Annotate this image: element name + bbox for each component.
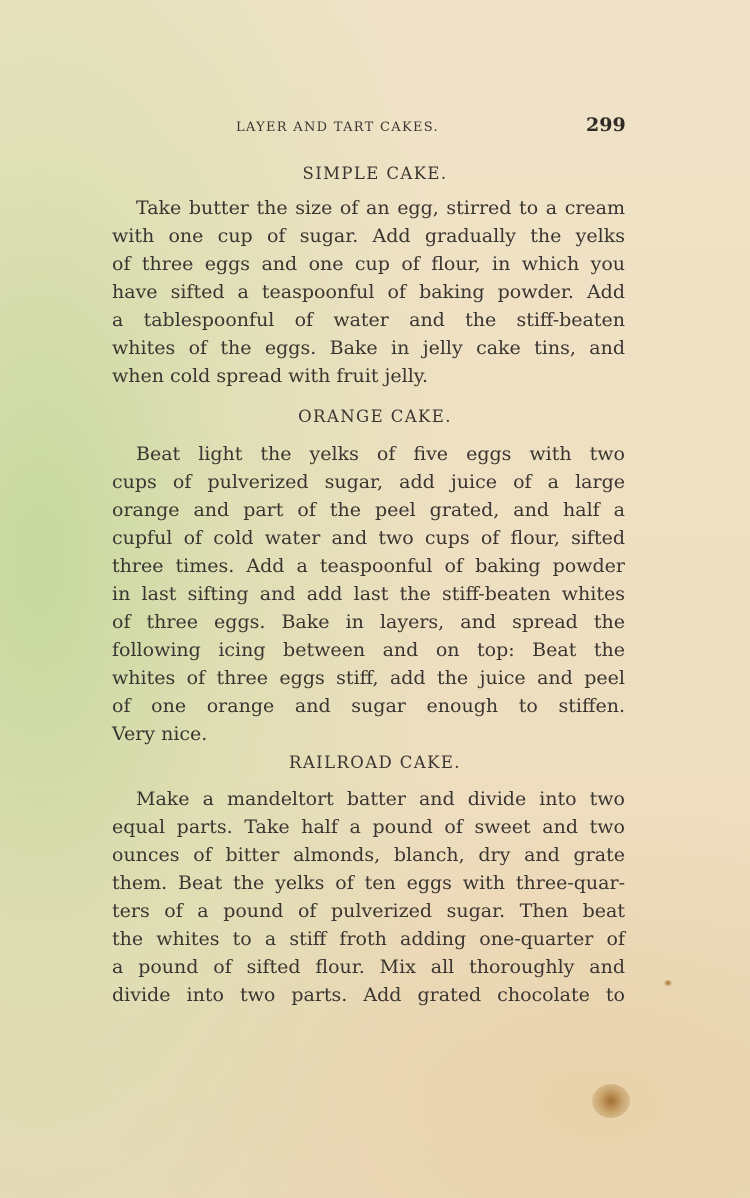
text-line: divide into two parts. Add grated chocolate to [112,984,625,1006]
text-line: ounces of bitter almonds, blanch, dry and grate [112,844,625,866]
text-line: a tablespoonful of water and the stiff-beaten [112,309,625,331]
text-line: when cold spread with fruit jelly. [112,365,429,387]
text-line: cupful of cold water and two cups of flour, sifted [112,527,625,549]
text-line: of three eggs. Bake in layers, and spread the [112,611,625,633]
recipe-orange-cake [112,440,625,748]
ink-stain [592,1084,630,1118]
text-line: Very nice. [112,723,208,745]
section-title-simple-cake: SIMPLE CAKE. [302,164,448,183]
page-number: 299 [586,114,626,136]
text-line: have sifted a teaspoonful of baking powder. Add [112,281,625,303]
text-line: them. Beat the yelks of ten eggs with three-quar- [112,872,625,894]
recipe-simple-cake [112,194,625,390]
text-line: cups of pulverized sugar, add juice of a large [112,471,625,493]
ink-spot [664,980,672,986]
text-line: a pound of sifted flour. Mix all thoroughly and [112,956,625,978]
text-line: the whites to a stiff froth adding one-quarter of [112,928,625,950]
text-line: of three eggs and one cup of flour, in which you [112,253,625,275]
page-header [0,112,750,142]
text-line: whites of the eggs. Bake in jelly cake tins, and [112,337,625,359]
text-line: Take butter the size of an egg, stirred to a cream [136,197,625,219]
text-line: equal parts. Take half a pound of sweet and two [112,816,625,838]
text-line: whites of three eggs stiff, add the juice and peel [112,667,625,689]
text-line: in last sifting and add last the stiff-beaten whites [112,583,625,605]
text-line: ters of a pound of pulverized sugar. Then beat [112,900,625,922]
text-line: Beat light the yelks of five eggs with two [136,443,625,465]
section-title-railroad-cake: RAILROAD CAKE. [289,753,461,772]
text-line: of one orange and sugar enough to stiffen. [112,695,625,717]
text-line: with one cup of sugar. Add gradually the yelks [112,225,625,247]
text-line: orange and part of the peel grated, and half a [112,499,625,521]
text-line: three times. Add a teaspoonful of baking powder [112,555,625,577]
running-head: LAYER AND TART CAKES. [236,120,439,135]
text-line: following icing between and on top: Beat the [112,639,625,661]
text-line: Make a mandeltort batter and divide into two [136,788,625,810]
recipe-railroad-cake [112,785,625,1009]
section-title-orange-cake: ORANGE CAKE. [298,407,452,426]
